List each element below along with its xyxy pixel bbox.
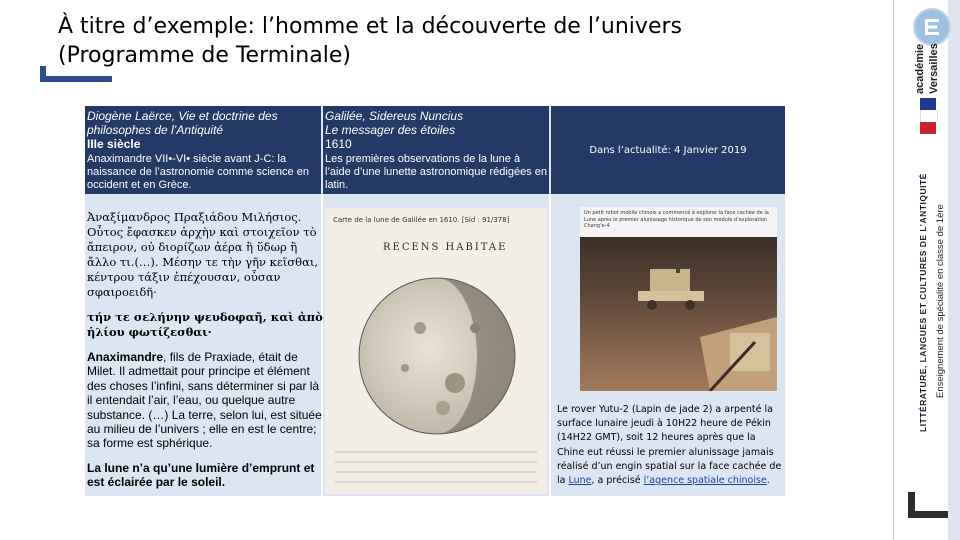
rover-photo <box>580 207 777 391</box>
moon-drawing <box>325 208 547 494</box>
galileo-moon-map-image <box>325 208 547 494</box>
french-text: , fils de Praxiade, était de Milet. Il admettait pour principe et élément des choses l’infini, sans déterminer si par là il entendait l’air, l’eau, ou quelque autre substance. (…) La terre, selon lui, est située au milieu de l’univers ; elle en est le centre; sa forme est sphérique. <box>87 350 322 451</box>
greek-text-1: Ἀναξίμανδρος Πραξιάδου Μιλήσιος. Οὗτος ἔφασκεν ἀρχὴν καὶ στοιχεῖον τὸ ἄπειρον, οὐ διορίζων ἀέρα ἢ ὕδωρ ἢ ἄλλο τι.(…). Μέσην τε τὴν γῆν κεῖσθαι, κέντρου τάξιν ἐπέχουσαν, οὖσαν σφαιροειδῆ· <box>87 210 318 299</box>
caption-text-1: Le rover Yutu-2 (Lapin de jade 2) a arpenté la surface lunaire jeudi à 10H22 heure de Pékin (14H22 GMT), soit 12 heures après que la Chine eut réussi le premier alunissage jamais réalisé d’un engin spatial sur la face cachée de la <box>557 404 782 487</box>
caption-text-3: . <box>766 475 770 487</box>
slide-title <box>58 12 878 70</box>
header-subtitle-galilee: Le messager des étoiles <box>325 123 456 137</box>
header-title-diogene: Diogène Laërce, Vie et doctrine des philosophes de l’Antiquité <box>87 109 278 137</box>
title-bracket-decoration <box>40 66 112 82</box>
column-divider <box>549 194 551 496</box>
rover-caption <box>557 403 783 488</box>
title-line-1: À titre d’exemple: l’homme et la découverte de l’univers <box>58 14 682 39</box>
header-actualite: Dans l’actualité: 4 Janvier 2019 <box>589 144 747 156</box>
comparison-table <box>85 106 785 496</box>
image-label-recens: RECENS HABITAE <box>383 242 508 253</box>
anaximandre-text-cell <box>87 210 323 490</box>
republique-flag-icon <box>920 98 936 136</box>
image-text-actualite: Un petit robot mobile chinois a commencé à explorer la face cachée de la Lune après le premier alunissage historique de son module d’exploration Chang'e-4 <box>584 210 769 229</box>
header-sub-anaximandre: Anaximandre VII•-VI• siècle avant J-C: la naissance de l’astronomie comme science en occident et en Grèce. <box>87 153 309 191</box>
corner-bracket-decoration <box>908 492 952 518</box>
link-lune[interactable]: Lune <box>568 475 592 487</box>
header-title-galilee: Galilée, Sidereus Nuncius <box>325 109 464 123</box>
link-agence-spatiale[interactable]: l’agence spatiale chinoise <box>643 475 767 487</box>
versailles-label: Versailles <box>928 43 940 94</box>
academie-logo-icon <box>913 8 951 46</box>
header-cell-diogene <box>85 106 321 194</box>
greek-text-2: τήν τε σελήνην ψευδοφαῆ, καὶ ἀπὸ ἡλίου φωτίζεσθαι· <box>87 310 323 339</box>
yutu-rover-image <box>580 207 777 391</box>
title-line-2: (Programme de Terminale) <box>58 43 351 68</box>
header-century: IIIe siècle <box>87 137 141 151</box>
academie-versailles-logo <box>912 43 952 96</box>
image-caption-galileo: Carte de la lune de Galilée en 1610. [Sid : 91/378] <box>333 216 510 224</box>
header-cell-actualite <box>551 106 785 194</box>
header-cell-galilee <box>323 106 549 194</box>
header-year: 1610 <box>325 137 352 151</box>
academie-label: académie <box>914 43 926 94</box>
caption-text-2: , a précisé <box>591 475 644 487</box>
header-sub-galilee: Les premières observations de la lune à l’aide d’une lunette astronomique rédigées en latin. <box>325 153 547 191</box>
vertical-subtitle-specialite: Enseignement de spécialité en classe de 1ère <box>935 204 946 398</box>
french-moon-sentence: La lune n’a qu’une lumière d’emprunt et est éclairée par le soleil. <box>87 460 315 490</box>
name-anaximandre: Anaximandre <box>87 350 164 364</box>
vertical-title-llca: LITTÉRATURE, LANGUES ET CULTURES DE L’ANTIQUITÉ <box>918 173 928 432</box>
french-translation <box>87 350 323 451</box>
